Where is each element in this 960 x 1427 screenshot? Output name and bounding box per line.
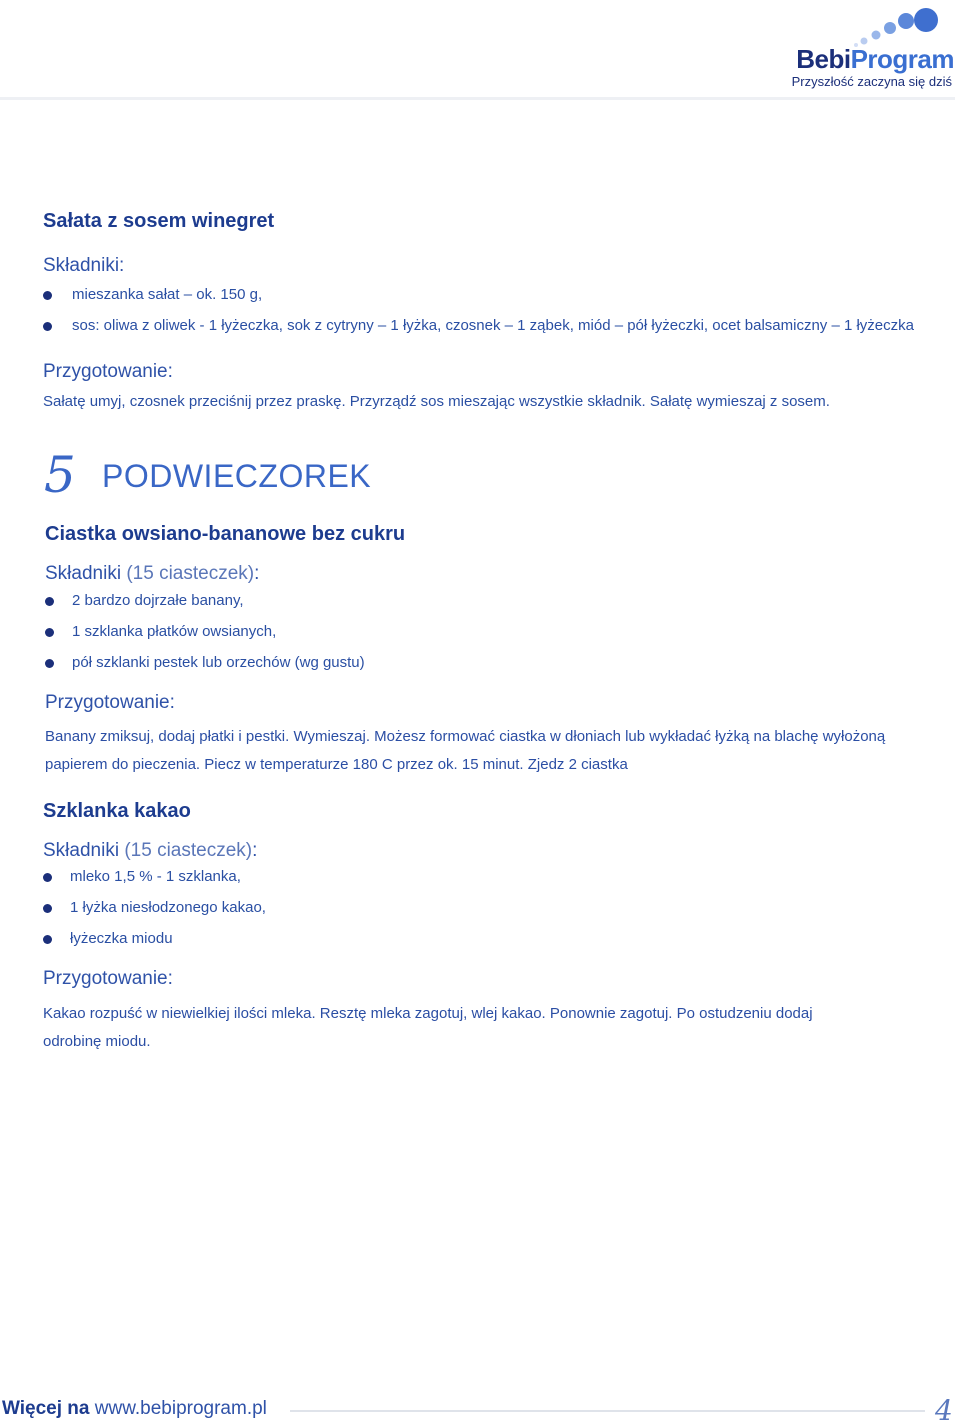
ingredients-label: Składniki: bbox=[43, 255, 125, 276]
bullet-icon bbox=[43, 904, 52, 913]
header-divider bbox=[0, 97, 955, 100]
section-title: PODWIECZOREK bbox=[102, 458, 372, 494]
ingredients-label: Składniki (15 ciasteczek): bbox=[43, 840, 258, 861]
preparation-text: Kakao rozpuść w niewielkiej ilości mleka. Resztę mleka zagotuj, wlej kakao. Ponownie zagotuj. Po ostudzeniu dodaj odrobinę miodu. bbox=[43, 1005, 813, 1050]
list-item: pół szklanki pestek lub orzechów (wg gustu) bbox=[45, 654, 745, 674]
bullet-icon bbox=[43, 873, 52, 882]
bullet-icon bbox=[43, 322, 52, 331]
preparation-label: Przygotowanie: bbox=[45, 692, 175, 713]
brand-tagline: Przyszłość zaczyna się dziś bbox=[791, 74, 952, 89]
list-item: 1 łyżka niesłodzonego kakao, bbox=[43, 899, 743, 919]
footer-more-link[interactable]: Więcej na www.bebiprogram.pl bbox=[2, 1398, 267, 1419]
list-item: 1 szklanka płatków owsianych, bbox=[45, 623, 745, 643]
footer-divider bbox=[290, 1410, 925, 1412]
bullet-icon bbox=[45, 659, 54, 668]
page-number: 4 bbox=[935, 1394, 953, 1427]
ingredients-label: Składniki (15 ciasteczek): bbox=[45, 563, 260, 584]
bullet-icon bbox=[45, 597, 54, 606]
logo-dots-icon bbox=[854, 6, 944, 48]
footer-url[interactable]: www.bebiprogram.pl bbox=[94, 1398, 267, 1419]
brand-logo bbox=[791, 6, 954, 92]
bullet-icon bbox=[45, 628, 54, 637]
preparation-text: Banany zmiksuj, dodaj płatki i pestki. Wymieszaj. Możesz formować ciastka w dłoniach lub wykładać łyżką na blachę wyłożoną papierem do pieczenia. Piecz w temperaturze 180 C przez ok. 15 minut. Zjedz 2 ciastka bbox=[45, 728, 886, 773]
list-item: mieszanka sałat – ok. 150 g, bbox=[43, 286, 943, 306]
bullet-icon bbox=[43, 935, 52, 944]
list-item: sos: oliwa z oliwek - 1 łyżeczka, sok z cytryny – 1 łyżka, czosnek – 1 ząbek, miód – pół łyżeczki, ocet balsamiczny – 1 łyżeczka bbox=[43, 317, 943, 337]
list-item: łyżeczka miodu bbox=[43, 930, 743, 950]
list-item: 2 bardzo dojrzałe banany, bbox=[45, 592, 745, 612]
preparation-text: Sałatę umyj, czosnek przeciśnij przez praskę. Przyrządź sos mieszając wszystkie składnik. Sałatę wymieszaj z sosem. bbox=[43, 393, 830, 410]
section-number: 5 bbox=[44, 446, 76, 504]
preparation-label: Przygotowanie: bbox=[43, 361, 173, 382]
brand-name: BebiProgram bbox=[796, 44, 954, 74]
bullet-icon bbox=[43, 291, 52, 300]
preparation-label: Przygotowanie: bbox=[43, 968, 173, 989]
recipe-title: Szklanka kakao bbox=[43, 800, 191, 822]
recipe-title: Sałata z sosem winegret bbox=[43, 210, 275, 232]
recipe-title: Ciastka owsiano-bananowe bez cukru bbox=[45, 523, 406, 545]
list-item: mleko 1,5 % - 1 szklanka, bbox=[43, 868, 743, 888]
